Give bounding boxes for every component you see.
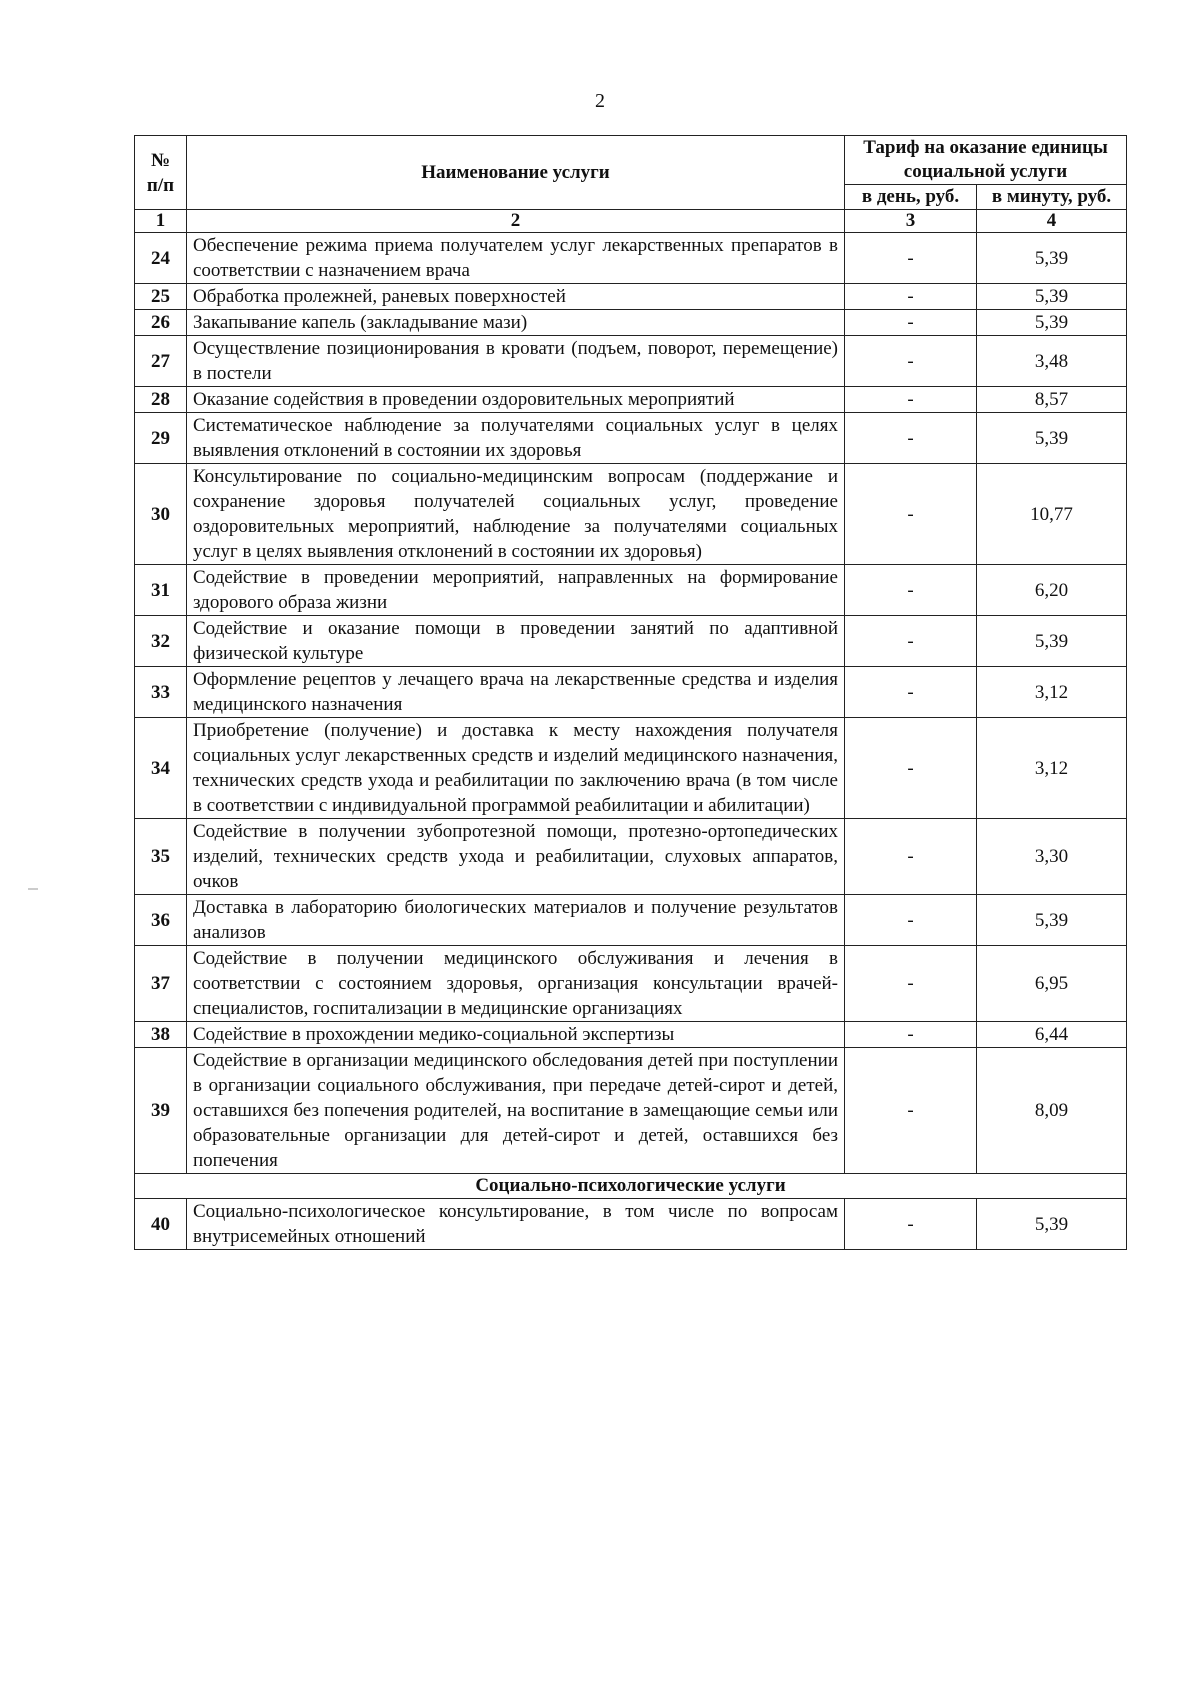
service-name: Социально-психологическое консультирование, в том числе по вопросам внутрисемейных отношений [187, 1199, 845, 1250]
scan-mark [28, 888, 38, 890]
table-row [135, 464, 1127, 565]
table-row [135, 284, 1127, 310]
service-name: Содействие в получении зубопротезной помощи, протезно-ортопедических изделий, технических средств ухода и реабилитации, слуховых аппаратов, очков [187, 819, 845, 895]
service-name: Приобретение (получение) и доставка к месту нахождения получателя социальных услуг лекарственных средств и изделий медицинского назначения, технических средств ухода и реабилитации по заключению врача (в том числе в соответствии с индивидуальной программой реабилитации и абилитации) [187, 718, 845, 819]
tariff-per-minute: 6,44 [977, 1022, 1127, 1048]
tariff-per-minute: 5,39 [977, 310, 1127, 336]
table-row [135, 565, 1127, 616]
service-name: Доставка в лабораторию биологических материалов и получение результатов анализов [187, 895, 845, 946]
header-row [135, 136, 1127, 185]
service-name: Содействие в проведении мероприятий, направленных на формирование здорового образа жизни [187, 565, 845, 616]
service-name: Оформление рецептов у лечащего врача на лекарственные средства и изделия медицинского назначения [187, 667, 845, 718]
row-number: 34 [135, 718, 187, 819]
table-row [135, 895, 1127, 946]
tariff-per-minute: 3,12 [977, 718, 1127, 819]
table-row [135, 1199, 1127, 1250]
column-numbers-row [135, 210, 1127, 233]
row-number: 24 [135, 233, 187, 284]
service-name: Содействие в получении медицинского обслуживания и лечения в соответствии с состоянием здоровья, организация консультации врачей-специалистов, госпитализации в медицинские организациях [187, 946, 845, 1022]
table-row [135, 667, 1127, 718]
tariff-per-day: - [845, 819, 977, 895]
tariff-table [134, 135, 1127, 1250]
tariff-per-minute: 6,95 [977, 946, 1127, 1022]
tariff-per-day: - [845, 464, 977, 565]
table-row [135, 1022, 1127, 1048]
row-number: 28 [135, 387, 187, 413]
tariff-per-day: - [845, 667, 977, 718]
service-name: Обработка пролежней, раневых поверхностей [187, 284, 845, 310]
service-name: Содействие в организации медицинского обследования детей при поступлении в организации социального обслуживания, при передаче детей-сирот и детей, оставшихся без попечения родителей, на воспитание в замещающие семьи или образовательные организации для детей-сирот и детей, оставшихся без попечения [187, 1048, 845, 1174]
row-number: 26 [135, 310, 187, 336]
page-number: 2 [595, 90, 605, 112]
tariff-per-minute: 5,39 [977, 895, 1127, 946]
tariff-per-day: - [845, 336, 977, 387]
tariff-per-day: - [845, 616, 977, 667]
row-number: 29 [135, 413, 187, 464]
table-row [135, 819, 1127, 895]
column-number: 1 [135, 210, 187, 233]
header-name: Наименование услуги [187, 136, 845, 210]
tariff-per-minute: 5,39 [977, 233, 1127, 284]
tariff-per-day: - [845, 1199, 977, 1250]
service-name: Оказание содействия в проведении оздоровительных мероприятий [187, 387, 845, 413]
tariff-per-day: - [845, 946, 977, 1022]
table-row [135, 718, 1127, 819]
service-name: Содействие в прохождении медико-социальной экспертизы [187, 1022, 845, 1048]
tariff-per-day: - [845, 718, 977, 819]
tariff-per-minute: 5,39 [977, 413, 1127, 464]
tariff-per-minute: 3,48 [977, 336, 1127, 387]
tariff-per-minute: 5,39 [977, 1199, 1127, 1250]
tariff-per-day: - [845, 310, 977, 336]
table-row [135, 233, 1127, 284]
service-name: Консультирование по социально-медицинским вопросам (поддержание и сохранение здоровья получателей социальных услуг, проведение оздоровительных мероприятий, наблюдение за получателями социальных услуг в целях выявления отклонений в состоянии их здоровья) [187, 464, 845, 565]
service-name: Содействие и оказание помощи в проведении занятий по адаптивной физической культуре [187, 616, 845, 667]
tariff-per-day: - [845, 895, 977, 946]
tariff-per-day: - [845, 1048, 977, 1174]
tariff-per-day: - [845, 413, 977, 464]
table-row [135, 1048, 1127, 1174]
row-number: 33 [135, 667, 187, 718]
table-row [135, 413, 1127, 464]
row-number: 27 [135, 336, 187, 387]
tariff-per-minute: 3,30 [977, 819, 1127, 895]
tariff-per-day: - [845, 1022, 977, 1048]
column-number: 2 [187, 210, 845, 233]
row-number: 31 [135, 565, 187, 616]
tariff-per-minute: 3,12 [977, 667, 1127, 718]
row-number: 25 [135, 284, 187, 310]
tariff-per-minute: 8,57 [977, 387, 1127, 413]
row-number: 39 [135, 1048, 187, 1174]
header-per-day: в день, руб. [845, 185, 977, 210]
header-tariff: Тариф на оказание единицы социальной услуги [845, 136, 1127, 185]
row-number: 38 [135, 1022, 187, 1048]
table-row [135, 310, 1127, 336]
column-number: 4 [977, 210, 1127, 233]
tariff-per-day: - [845, 387, 977, 413]
row-number: 35 [135, 819, 187, 895]
header-per-minute: в минуту, руб. [977, 185, 1127, 210]
row-number: 37 [135, 946, 187, 1022]
row-number: 40 [135, 1199, 187, 1250]
row-number: 36 [135, 895, 187, 946]
column-number: 3 [845, 210, 977, 233]
table-row [135, 387, 1127, 413]
tariff-per-minute: 5,39 [977, 284, 1127, 310]
table-row [135, 616, 1127, 667]
tariff-per-minute: 6,20 [977, 565, 1127, 616]
row-number: 30 [135, 464, 187, 565]
row-number: 32 [135, 616, 187, 667]
tariff-per-day: - [845, 565, 977, 616]
section-row [135, 1174, 1127, 1199]
tariff-per-minute: 5,39 [977, 616, 1127, 667]
tariff-per-day: - [845, 233, 977, 284]
service-name: Осуществление позиционирования в кровати (подъем, поворот, перемещение) в постели [187, 336, 845, 387]
service-name: Закапывание капель (закладывание мази) [187, 310, 845, 336]
service-name: Систематическое наблюдение за получателями социальных услуг в целях выявления отклонений в состоянии их здоровья [187, 413, 845, 464]
section-title: Социально-психологические услуги [135, 1174, 1127, 1199]
table-row [135, 946, 1127, 1022]
service-name: Обеспечение режима приема получателем услуг лекарственных препаратов в соответствии с назначением врача [187, 233, 845, 284]
tariff-per-minute: 10,77 [977, 464, 1127, 565]
tariff-per-day: - [845, 284, 977, 310]
tariff-per-minute: 8,09 [977, 1048, 1127, 1174]
table-row [135, 336, 1127, 387]
header-num: № п/п [135, 136, 187, 210]
